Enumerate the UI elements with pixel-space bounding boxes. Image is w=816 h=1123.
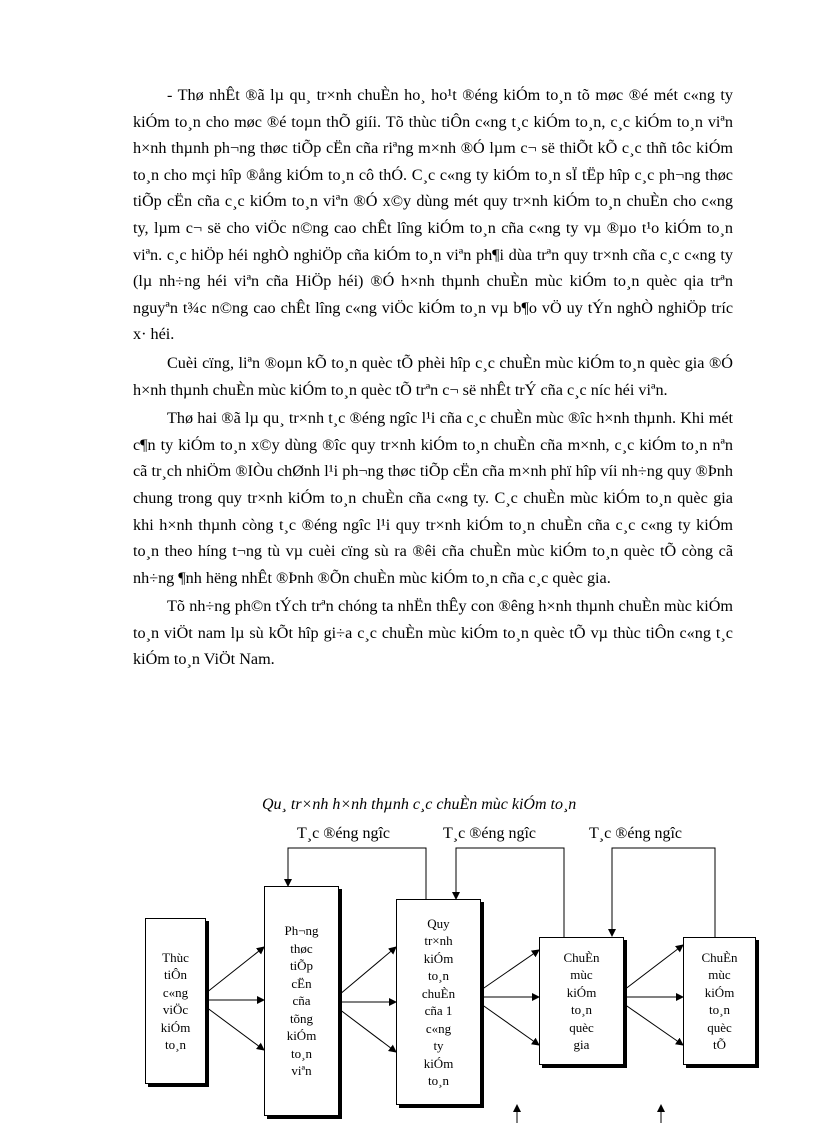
arrow-3-top [481,950,539,990]
arrow-1-bot [206,1007,264,1050]
arrow-4-bot [624,1004,683,1045]
arrow-2-bot [339,1009,396,1052]
arrow-1-top [206,947,264,993]
feedback-loop-3 [612,848,715,937]
arrow-3-bot [481,1004,539,1045]
paragraph-3: Thø hai ®ã lµ qu¸ tr×nh t¸c ®éng ngîc l¹i cña c¸c chuÈn mùc ®îc h×nh thµnh. Khi mét c¶n ty kiÓm to¸n x©y dùng ®îc quy tr×nh kiÓm to¸n chuÈn cña m×nh, c¸c kiÓm to¸n nªn cã tr¸ch nhiÖm ®IÒu chØnh l¹i ph¬ng thøc tiÕp cËn cña m×nh phï hîp víi nh÷ng quy ®Þnh chung trong quy tr×nh kiÓm to¸n chuÈn cña c«ng ty. C¸c chuÈn mùc kiÓm to¸n quèc gia khi h×nh thµnh còng t¸c ®éng ngîc l¹i quy tr×nh kiÓm to¸n chuÈn cña c¸c c«ng ty kiÓm to¸n theo híng t¬ng tù vµ cuèi cïng sù ra ®êi cña chuÈn mùc kiÓm to¸n quèc tÕ còng cã nh÷ng ¶nh hëng nhÊt ®Þnh ®Õn chuÈn mùc kiÓm to¸n cña c¸c quèc gia. [133,409,733,587]
arrow-2-top [339,947,396,995]
body-text [133,82,733,673]
box-international-standards: ChuÈn mùc kiÓm to¸n quèc tÕ [683,937,756,1065]
paragraph-2: Cuèi cïng, liªn ®oµn kÕ to¸n quèc tÕ phèi hîp c¸c chuÈn mùc kiÓm to¸n quèc gia ®Ó h×nh thµnh chuÈn mùc kiÓm to¸n quèc tÕ trªn c¬ së nhÊt trÝ cña c¸c níc héi viªn. [133,353,733,399]
feedback-label-3: T¸c ®éng ngîc [589,825,683,842]
box-auditor-approach: Ph¬ng thøc tiÕp cËn cña tõng kiÓm to¸n viªn [264,886,339,1116]
box-national-standards: ChuÈn mùc kiÓm to¸n quèc gia [539,937,624,1065]
feedback-label-1: T¸c ®éng ngîc [297,825,391,842]
paragraph-1: - Thø nhÊt ®ã lµ qu¸ tr×nh chuÈn ho¸ ho¹t ®éng kiÓm to¸n tõ møc ®é mét c«ng ty kiÓm to¸n cho møc ®é toµn thÕ giíi. Tõ thùc tiÔn c«ng t¸c kiÓm to¸n, c¸c kiÓm to¸n viªn h×nh thµnh ph¬ng thøc tiÕp cËn cña riªng m×nh ®Ó lµm c¬ së thiÕt kÕ c¸c thñ tôc kiÓm to¸n cho mçi hîp ®ång kiÓm to¸n cô thÓ. C¸c c«ng ty kiÓm to¸n sÏ tËp hîp c¸c ph¬ng thøc tiÕp cËn cña c¸c kiÓm to¸n viªn ®Ó x©y dùng mét quy tr×nh kiÓm to¸n chuÈn cho c«ng ty, lµm c¬ së cho viÖc n©ng cao chÊt lîng kiÓm to¸n cña c«ng ty vµ ®µo t¹o kiÓm to¸n viªn. c¸c hiÖp héi nghÒ nghiÖp cña kiÓm to¸n viªn ph¶i dùa trªn quy tr×nh cña c¸c c«ng ty (lµ nh÷ng héi viªn cña HiÖp héi) ®Ó h×nh thµnh chuÈn mùc kiÓm to¸n quèc qia trªn nguyªn t¾c n©ng cao chÊt lîng c«ng viÖc kiÓm to¸n vµ b¶o vÖ uy tÝn nghÒ nghiÖp tríc x· héi. [133,86,733,344]
paragraph-4: Tõ nh÷ng ph©n tÝch trªn chóng ta nhËn thÊy con ®êng h×nh thµnh chuÈn mùc kiÓm to¸n viÖt nam lµ sù kÕt hîp gi÷a c¸c chuÈn mùc kiÓm to¸n quèc tÕ vµ thùc tiÔn c«ng t¸c kiÓm to¸n ViÖt Nam. [133,597,733,669]
diagram-caption: Qu¸ tr×nh h×nh thµnh c¸c chuÈn mùc kiÓm to¸n [262,796,577,813]
box-company-procedure: Quy tr×nh kiÓm to¸n chuÈn cña 1 c«ng ty kiÓm to¸n [396,899,481,1105]
box-practice: Thùc tiÔn c«ng viÖc kiÓm to¸n [145,918,206,1084]
arrow-4-top [624,945,683,990]
feedback-label-2: T¸c ®éng ngîc [443,825,537,842]
